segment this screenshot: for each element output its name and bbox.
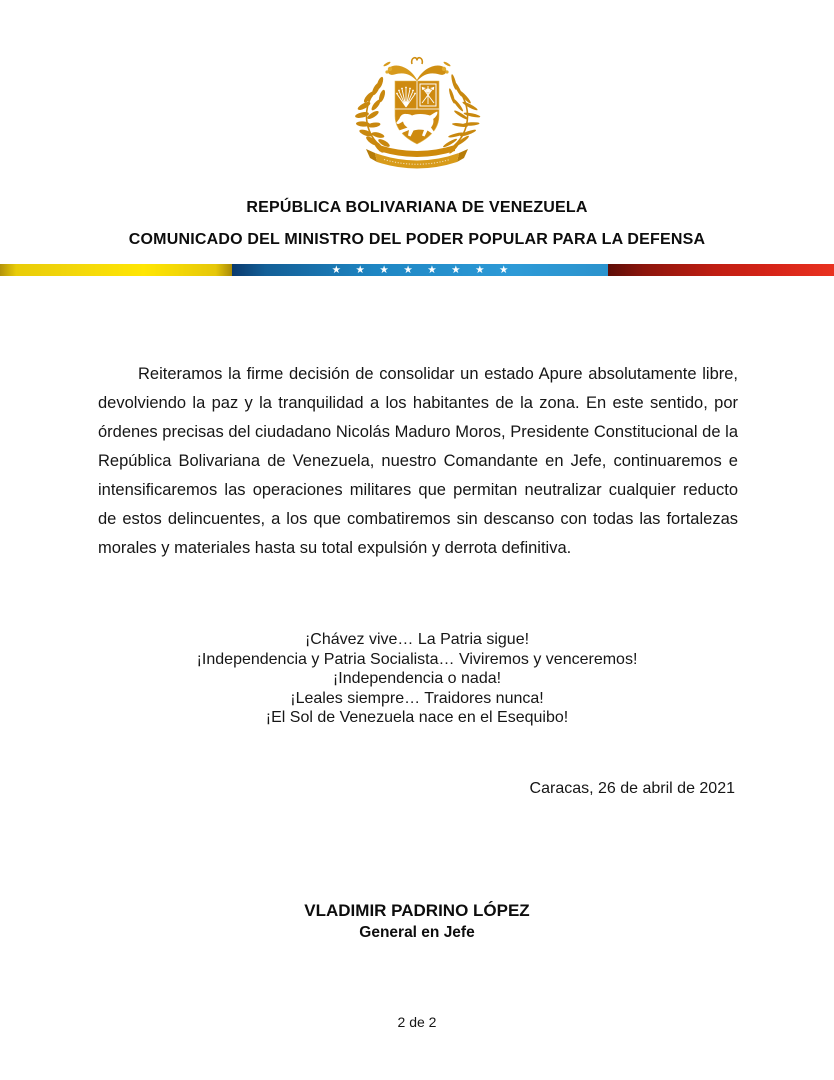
cornucopias [383, 58, 451, 81]
slogan-line: ¡El Sol de Venezuela nace en el Esequibo! [265, 709, 569, 726]
slogans-block [0, 630, 834, 728]
flag-divider [0, 264, 834, 276]
venezuela-coat-of-arms-icon [351, 54, 483, 182]
slogan-line: ¡Independencia y Patria Socialista… Viviremos y venceremos! [196, 650, 638, 668]
signatory-rank: General en Jefe [359, 924, 475, 941]
document-title: REPÚBLICA BOLIVARIANA DE VENEZUELA [246, 199, 588, 216]
flag-stars-icon: ★★★★★★★★ [331, 264, 523, 276]
palm-branch [442, 74, 480, 155]
flag-yellow-segment [0, 264, 232, 276]
body-paragraph: Reiteramos la firme decisión de consolidar un estado Apure absolutamente libre, devolviendo la paz y la tranquilidad a los habitantes de la zona. En este sentido, por órdenes precisas del ciudadano Nicolás Maduro Moros, Presidente Constitucional de la República Bolivariana de Venezuela, nuestro Comandante en Jefe, continuaremos e intensificaremos las operaciones militares que permitan neutralizar cualquier reducto de estos delincuentes, a los que combatiremos sin descanso con todas las fortalezas morales y materiales hasta su total expulsión y derrota definitiva. [98, 365, 738, 557]
page-number: 2 de 2 [397, 1014, 437, 1030]
slogan-line: ¡Chávez vive… La Patria sigue! [304, 631, 530, 648]
signatory-name: VLADIMIR PADRINO LÓPEZ [304, 901, 530, 920]
document-subtitle: COMUNICADO DEL MINISTRO DEL PODER POPULAR PARA LA DEFENSA [128, 231, 706, 248]
flag-blue-segment [232, 264, 608, 276]
ribbon-banner [366, 145, 468, 169]
dateline: Caracas, 26 de abril de 2021 [529, 780, 735, 797]
slogan-line: ¡Leales siempre… Traidores nunca! [290, 689, 544, 707]
signature-block [0, 901, 834, 942]
laurel-branch [355, 76, 391, 154]
flag-red-segment [608, 264, 834, 276]
shield [395, 81, 439, 144]
slogan-line: ¡Independencia o nada! [332, 670, 502, 687]
